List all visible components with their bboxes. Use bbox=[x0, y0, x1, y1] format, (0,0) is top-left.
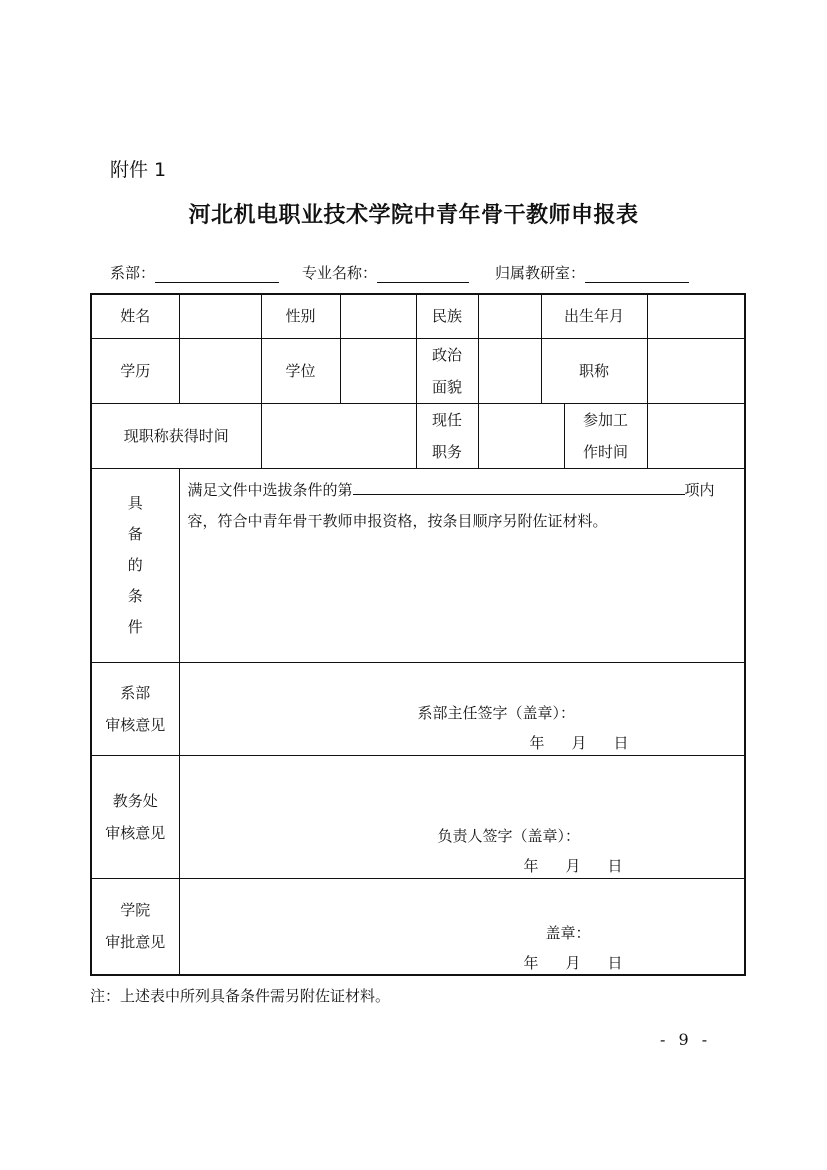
attachment-label: 附件 1 bbox=[110, 159, 167, 181]
conditions-cell[interactable]: 满足文件中选拔条件的第 项内 容，符合中青年骨干教师申报资格，按条目顺序另附佐证材料。 bbox=[179, 468, 745, 662]
gender-cell[interactable] bbox=[340, 294, 416, 338]
office-blank[interactable] bbox=[585, 266, 689, 283]
office-label: 归属教研室： bbox=[495, 264, 586, 282]
gender-label: 性别 bbox=[261, 294, 340, 338]
title-date-cell[interactable] bbox=[261, 403, 416, 468]
dept-label: 系部： bbox=[110, 264, 156, 282]
work-start-label: 参加工 作时间 bbox=[564, 403, 647, 468]
birth-cell[interactable] bbox=[647, 294, 745, 338]
footnote: 注：上述表中所列具备条件需另附佐证材料。 bbox=[90, 987, 391, 1005]
dept-review-label: 系部 审核意见 bbox=[91, 662, 179, 755]
college-sign-label: 盖章： bbox=[545, 923, 591, 942]
political-cell[interactable] bbox=[478, 338, 541, 403]
work-start-cell[interactable] bbox=[647, 403, 745, 468]
major-field bbox=[302, 262, 469, 283]
title-date-label: 现职称获得时间 bbox=[91, 403, 261, 468]
political-label: 政治 面貌 bbox=[416, 338, 478, 403]
degree-label: 学位 bbox=[261, 338, 340, 403]
form-title: 河北机电职业技术学院中青年骨干教师申报表 bbox=[188, 202, 639, 228]
education-cell[interactable] bbox=[179, 338, 261, 403]
major-blank[interactable] bbox=[377, 266, 469, 283]
major-label: 专业名称： bbox=[302, 264, 378, 282]
academic-sign-label: 负责人签字（盖章）： bbox=[437, 827, 581, 845]
dept-field bbox=[110, 262, 279, 283]
academic-review-cell[interactable]: 负责人签字（盖章）： 年 月 日 bbox=[179, 755, 745, 878]
ethnicity-label: 民族 bbox=[416, 294, 478, 338]
dept-blank[interactable] bbox=[155, 266, 279, 283]
dept-sign-label: 系部主任签字（盖章）： bbox=[417, 704, 576, 722]
position-cell[interactable] bbox=[478, 403, 564, 468]
page-number: - 9 - bbox=[660, 1030, 712, 1049]
conditions-label: 具 备 的 条 件 bbox=[91, 468, 179, 662]
academic-review-label: 教务处 审核意见 bbox=[91, 755, 179, 878]
ethnicity-cell[interactable] bbox=[478, 294, 541, 338]
application-table bbox=[90, 293, 746, 976]
office-field bbox=[495, 262, 689, 283]
dept-review-cell[interactable]: 系部主任签字（盖章）： 年 月 日 bbox=[179, 662, 745, 755]
college-review-label: 学院 审批意见 bbox=[91, 878, 179, 975]
name-label: 姓名 bbox=[91, 294, 179, 338]
title-cell[interactable] bbox=[647, 338, 745, 403]
birth-label: 出生年月 bbox=[541, 294, 647, 338]
name-cell[interactable] bbox=[179, 294, 261, 338]
education-label: 学历 bbox=[91, 338, 179, 403]
title-label: 职称 bbox=[541, 338, 647, 403]
condition-number-blank[interactable] bbox=[353, 476, 685, 495]
degree-cell[interactable] bbox=[340, 338, 416, 403]
position-label: 现任 职务 bbox=[416, 403, 478, 468]
college-review-cell[interactable]: 盖章： 年 月 日 bbox=[179, 878, 745, 975]
